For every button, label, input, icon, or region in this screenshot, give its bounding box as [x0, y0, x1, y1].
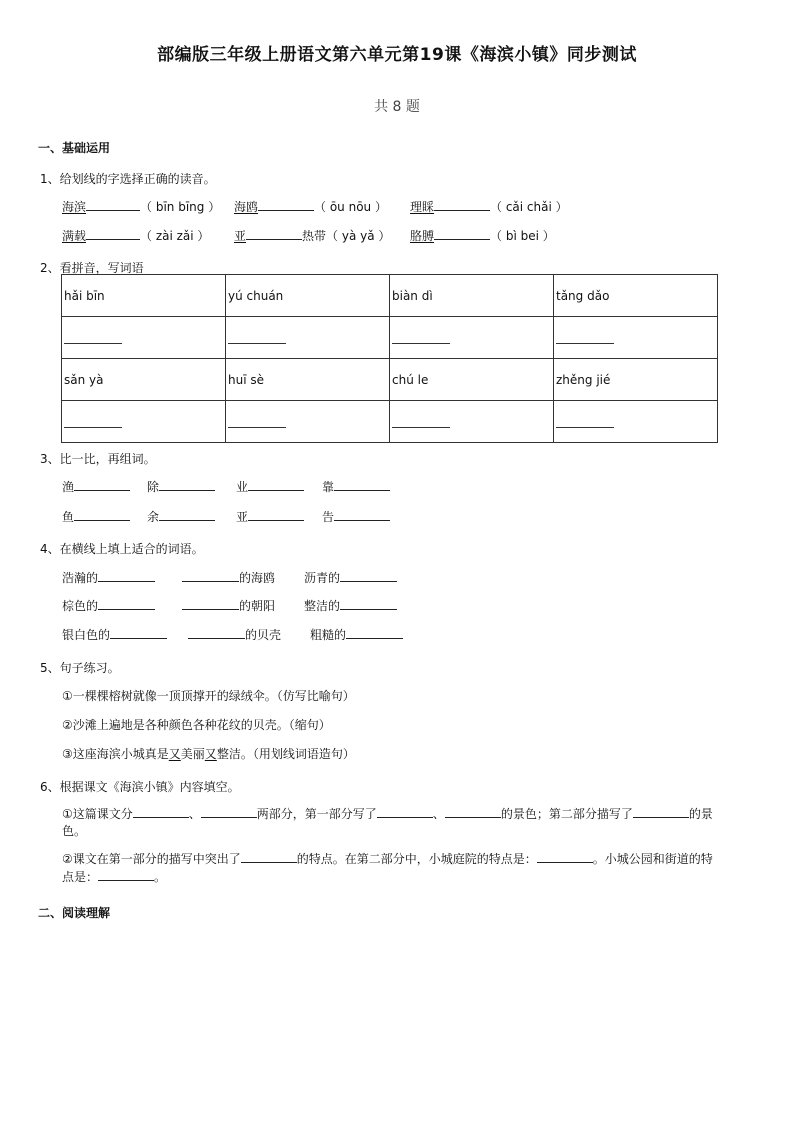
answer-blank[interactable] [248, 508, 304, 521]
answer-blank[interactable] [258, 198, 314, 211]
q4-item [62, 626, 167, 643]
table-row [62, 317, 718, 359]
question-count: 共 8 题 [374, 99, 420, 115]
pinyin-cell: huī sè [226, 359, 390, 401]
q1-options: （ yà yǎ ） [326, 229, 391, 243]
q1-options: （ cǎi chǎi ） [490, 200, 568, 214]
answer-blank[interactable] [110, 626, 167, 639]
section-heading-basic: 一、基础运用 [38, 141, 111, 155]
q1-item [62, 227, 209, 244]
q1-item [234, 227, 390, 244]
q5-text: 美丽 [180, 747, 205, 761]
answer-cell[interactable] [554, 401, 718, 443]
answer-cell[interactable] [62, 401, 226, 443]
q1-options: （ bīn bīng ） [140, 200, 221, 214]
q1-item [410, 227, 555, 244]
answer-blank[interactable] [188, 626, 245, 639]
answer-blank[interactable] [340, 569, 397, 582]
q1-word-suffix: 热带 [302, 229, 327, 243]
q6-paragraph-2 [62, 850, 722, 886]
answer-blank[interactable] [86, 198, 140, 211]
q3-item [322, 478, 390, 495]
answer-cell[interactable] [390, 317, 554, 359]
q1-item [234, 198, 387, 215]
pinyin-table [61, 274, 718, 443]
answer-blank[interactable] [159, 508, 215, 521]
q3-char: 告 [322, 510, 335, 524]
table-row [62, 401, 718, 443]
pinyin-cell: biàn dì [390, 275, 554, 317]
answer-blank[interactable] [159, 478, 215, 491]
q4-text: 的贝壳 [245, 628, 282, 642]
q3-char: 亚 [236, 510, 249, 524]
question-2-label: 2、看拼音，写词语 [40, 261, 144, 275]
q1-word: 满载 [62, 229, 87, 243]
question-3-label: 3、比一比，再组词。 [40, 452, 156, 466]
q4-text: 浩瀚的 [62, 571, 99, 585]
q1-options: （ ōu nōu ） [314, 200, 387, 214]
q4-item [310, 626, 403, 643]
answer-blank[interactable] [346, 626, 403, 639]
q3-char: 除 [147, 480, 160, 494]
q1-word: 理睬 [410, 200, 435, 214]
answer-blank[interactable] [201, 805, 257, 818]
q6-text: 。小城公园和街道的特点是： [62, 852, 713, 884]
q1-word: 海鸥 [234, 200, 259, 214]
pinyin-cell: sǎn yà [62, 359, 226, 401]
question-6-label: 6、根据课文《海滨小镇》内容填空。 [40, 780, 240, 794]
answer-blank[interactable] [98, 597, 155, 610]
q3-char: 渔 [62, 480, 75, 494]
q6-text: 两部分，第一部分写了 [256, 807, 377, 821]
table-row [62, 275, 718, 317]
pinyin-cell: tǎng dǎo [554, 275, 718, 317]
answer-cell[interactable] [554, 317, 718, 359]
answer-blank[interactable] [133, 805, 189, 818]
answer-blank[interactable] [86, 227, 140, 240]
question-4-label: 4、在横线上填上适合的词语。 [40, 542, 204, 556]
q6-text: 、 [188, 807, 201, 821]
answer-blank[interactable] [445, 805, 501, 818]
answer-blank[interactable] [182, 597, 239, 610]
table-row [62, 359, 718, 401]
q4-item [304, 569, 397, 586]
q1-item [410, 198, 568, 215]
answer-cell[interactable] [226, 401, 390, 443]
q6-text: 、 [432, 807, 445, 821]
q4-text: 的朝阳 [239, 599, 276, 613]
page-title: 部编版三年级上册语文第六单元第19课《海滨小镇》同步测试 [157, 45, 637, 65]
answer-blank[interactable] [334, 508, 390, 521]
q5-text: 整洁。（用划线词语造句） [216, 747, 355, 761]
q4-item [188, 626, 281, 643]
q3-item [62, 508, 130, 525]
pinyin-cell: chú le [390, 359, 554, 401]
answer-blank[interactable] [182, 569, 239, 582]
answer-blank[interactable] [98, 569, 155, 582]
q1-options: （ bì bei ） [490, 229, 555, 243]
answer-blank[interactable] [74, 478, 130, 491]
answer-blank[interactable] [246, 227, 302, 240]
q4-item [62, 569, 155, 586]
answer-blank[interactable] [334, 478, 390, 491]
q1-item [62, 198, 220, 215]
q6-text: ②课文在第一部分的描写中突出了 [62, 852, 241, 866]
q5-text: ③这座海滨小城真是 [62, 747, 169, 761]
q4-text: 银白色的 [62, 628, 111, 642]
pinyin-cell: hǎi bīn [62, 275, 226, 317]
q3-item [236, 478, 304, 495]
q6-paragraph-1 [62, 805, 722, 840]
answer-blank[interactable] [98, 868, 154, 881]
answer-blank[interactable] [537, 850, 593, 863]
q1-options: （ zài zǎi ） [140, 229, 210, 243]
q1-word: 胳膊 [410, 229, 435, 243]
q4-text: 整洁的 [304, 599, 341, 613]
q3-item [147, 508, 215, 525]
q4-text: 沥青的 [304, 571, 341, 585]
underlined-word: 又 [168, 747, 181, 761]
q6-text: 的景色；第二部分描写了 [500, 807, 633, 821]
question-1-label: 1、给划线的字选择正确的读音。 [40, 172, 216, 186]
q6-text: ①这篇课文分 [62, 807, 133, 821]
answer-blank[interactable] [241, 850, 297, 863]
q6-text: 的景色。 [62, 807, 713, 838]
answer-blank[interactable] [248, 478, 304, 491]
q5-sentence: ①一棵棵榕树就像一顶顶撑开的绿绒伞。（仿写比喻句） [62, 689, 355, 703]
q4-item [182, 597, 275, 614]
q3-item [147, 478, 215, 495]
q4-text: 棕色的 [62, 599, 99, 613]
answer-blank[interactable] [340, 597, 397, 610]
q3-item [322, 508, 390, 525]
q3-char: 靠 [322, 480, 335, 494]
answer-cell[interactable] [226, 317, 390, 359]
q6-text: 。 [154, 870, 167, 884]
answer-blank[interactable] [74, 508, 130, 521]
q4-item [182, 569, 275, 586]
q3-char: 鱼 [62, 510, 75, 524]
q1-word: 海滨 [62, 200, 87, 214]
q3-item [62, 478, 130, 495]
pinyin-cell: zhěng jié [554, 359, 718, 401]
q5-sentence [62, 745, 355, 762]
q5-sentence: ②沙滩上遍地是各种颜色各种花纹的贝壳。（缩句） [62, 718, 331, 732]
q3-char: 余 [147, 510, 160, 524]
q4-item [62, 597, 155, 614]
q3-item [236, 508, 304, 525]
q1-word: 亚 [234, 229, 247, 243]
answer-blank[interactable] [377, 805, 433, 818]
q4-text: 粗糙的 [310, 628, 347, 642]
underlined-word: 又 [204, 747, 217, 761]
question-5-label: 5、句子练习。 [40, 661, 120, 675]
section-heading-reading: 二、阅读理解 [38, 906, 111, 920]
answer-blank[interactable] [434, 198, 490, 211]
answer-blank[interactable] [633, 805, 689, 818]
q6-text: 的特点。在第二部分中，小城庭院的特点是： [296, 852, 537, 866]
q3-char: 业 [236, 480, 249, 494]
pinyin-cell: yú chuán [226, 275, 390, 317]
q4-text: 的海鸥 [239, 571, 276, 585]
q4-item [304, 597, 397, 614]
answer-cell[interactable] [390, 401, 554, 443]
answer-cell[interactable] [62, 317, 226, 359]
answer-blank[interactable] [434, 227, 490, 240]
